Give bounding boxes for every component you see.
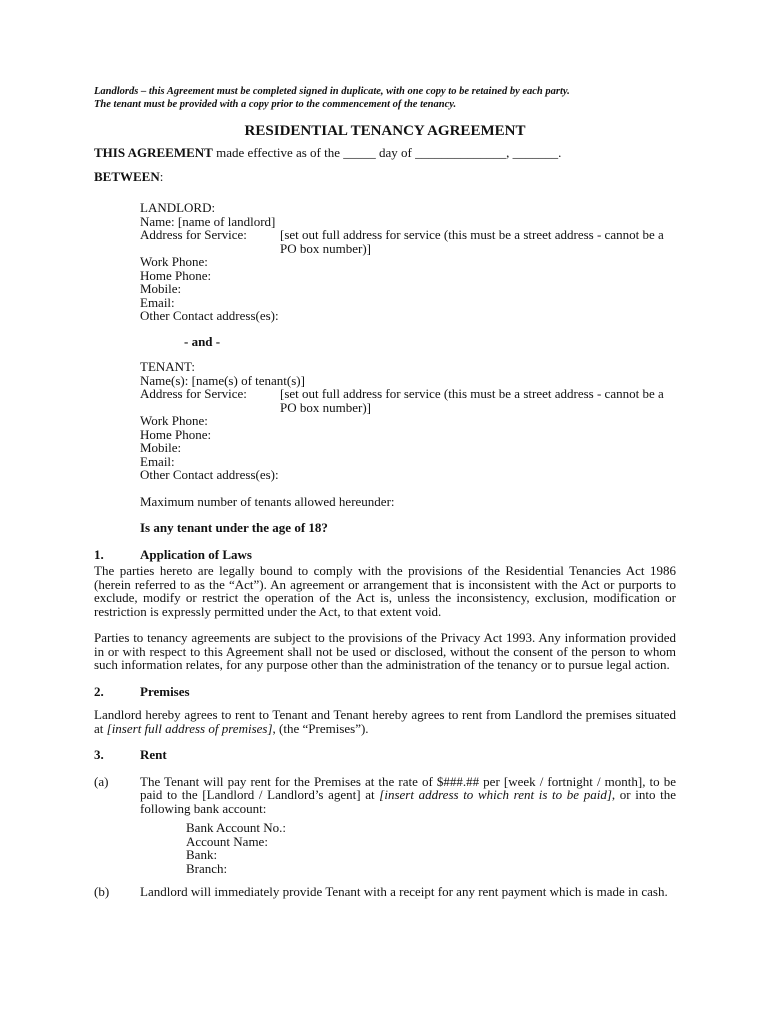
age-question-text: Is any tenant under the age of 18?	[140, 520, 328, 535]
section-2-heading	[94, 685, 676, 699]
tenant-name: Name(s): [name(s) of tenant(s)]	[140, 372, 305, 388]
bank-details	[186, 821, 676, 875]
section-2-title: Premises	[140, 683, 190, 699]
instruction-line-2: The tenant must be provided with a copy prior to the commencement of the tenancy.	[94, 99, 457, 110]
tenant-other-contact: Other Contact address(es):	[140, 467, 279, 482]
effective-date-text: made effective as of the _____ day of ______________, _______.	[212, 145, 562, 160]
section-2-paragraph	[94, 708, 676, 735]
tenant-home-phone: Home Phone:	[140, 426, 212, 442]
bank-name: Bank:	[186, 847, 218, 862]
section-3a-text-2: , or into the following bank account:	[140, 787, 676, 816]
landlord-work-phone: Work Phone:	[140, 254, 208, 269]
landlord-mobile: Mobile:	[140, 281, 182, 296]
account-name: Account Name:	[186, 833, 268, 849]
section-1-title: Application of Laws	[140, 546, 252, 562]
section-1-paragraph-1: The parties hereto are legally bound to comply with the provisions of the Residential Tenancies Act 1986 (herein referred to as the “Act”). An agreement or arrangement that is inconsistent with the Act or purports to exclude, modify or restrict the operation of the Act is, unless the inconsistency, exclusion, modification or restriction is expressly permitted under the Act, to that extent void.	[94, 563, 676, 619]
effective-date-line	[94, 146, 676, 160]
tenant-email: Email:	[140, 453, 175, 469]
tenant-address-row	[140, 387, 676, 414]
agreement-label: THIS AGREEMENT	[94, 145, 213, 160]
landlord-address-value: [set out full address for service (this must be a street address - cannot be a PO box number)]	[280, 227, 664, 256]
tenant-address-value: [set out full address for service (this must be a street address - cannot be a PO box number)]	[280, 386, 664, 415]
landlord-header: LANDLORD:	[140, 200, 216, 215]
and-separator: - and -	[184, 333, 221, 349]
landlord-email: Email:	[140, 294, 175, 310]
bank-account-no: Bank Account No.:	[186, 820, 287, 835]
tenant-block	[140, 360, 676, 482]
section-2-premises-placeholder: [insert full address of premises]	[106, 720, 273, 736]
section-3a-address-placeholder: [insert address to which rent is to be paid]	[379, 787, 612, 802]
section-2-text-b: , (the “Premises”).	[272, 720, 369, 736]
section-3a	[94, 775, 676, 816]
between-heading	[94, 170, 676, 184]
document-title: RESIDENTIAL TENANCY AGREEMENT	[244, 123, 526, 139]
landlord-other-contact: Other Contact address(es):	[140, 308, 279, 323]
tenant-work-phone: Work Phone:	[140, 413, 208, 428]
section-1-heading	[94, 548, 676, 562]
section-3a-text	[140, 775, 676, 816]
instruction-line-1: Landlords – this Agreement must be completed signed in duplicate, with one copy to be retained by each party.	[94, 86, 570, 97]
tenant-header: TENANT:	[140, 359, 195, 374]
section-3a-number: (a)	[94, 773, 109, 789]
section-3a-text-1: The Tenant will pay rent for the Premises at the rate of $###.## per [week / fortnight / month], to be paid to the [Landlord / Landlord’s agent] at	[140, 773, 676, 802]
tenant-mobile: Mobile:	[140, 440, 182, 455]
instruction-note	[94, 85, 676, 111]
landlord-address-label: Address for Service:	[140, 227, 247, 242]
section-1-paragraph-2: Parties to tenancy agreements are subject to the provisions of the Privacy Act 1993. Any information provided in or with respect to this Agreement shall not be used or disclosed, without the consent of the person to whom such information relates, for any purpose other than the administration of the tenancy or to pursue legal action.	[94, 630, 676, 672]
section-2-number: 2.	[94, 683, 104, 699]
landlord-block	[140, 201, 676, 323]
section-3-heading	[94, 748, 676, 762]
landlord-name: Name: [name of landlord]	[140, 213, 276, 229]
between-label: BETWEEN	[94, 168, 160, 184]
age-question	[140, 521, 676, 535]
section-3b	[94, 885, 676, 899]
tenant-address-label: Address for Service:	[140, 386, 247, 401]
section-3b-number: (b)	[94, 884, 110, 899]
section-2-text-a: Landlord hereby agrees to rent to Tenant and Tenant hereby agrees to rent from Landlord the premises situated at	[94, 707, 676, 736]
landlord-home-phone: Home Phone:	[140, 267, 212, 283]
bank-branch: Branch:	[186, 860, 228, 876]
section-3-title: Rent	[140, 747, 167, 762]
section-3b-text: Landlord will immediately provide Tenant with a receipt for any rent payment which is made in cash.	[140, 884, 668, 899]
max-tenants-line: Maximum number of tenants allowed hereunder:	[140, 493, 395, 509]
between-colon: :	[159, 168, 164, 184]
section-3-number: 3.	[94, 747, 104, 762]
section-1-number: 1.	[94, 546, 104, 562]
landlord-address-row	[140, 228, 676, 255]
